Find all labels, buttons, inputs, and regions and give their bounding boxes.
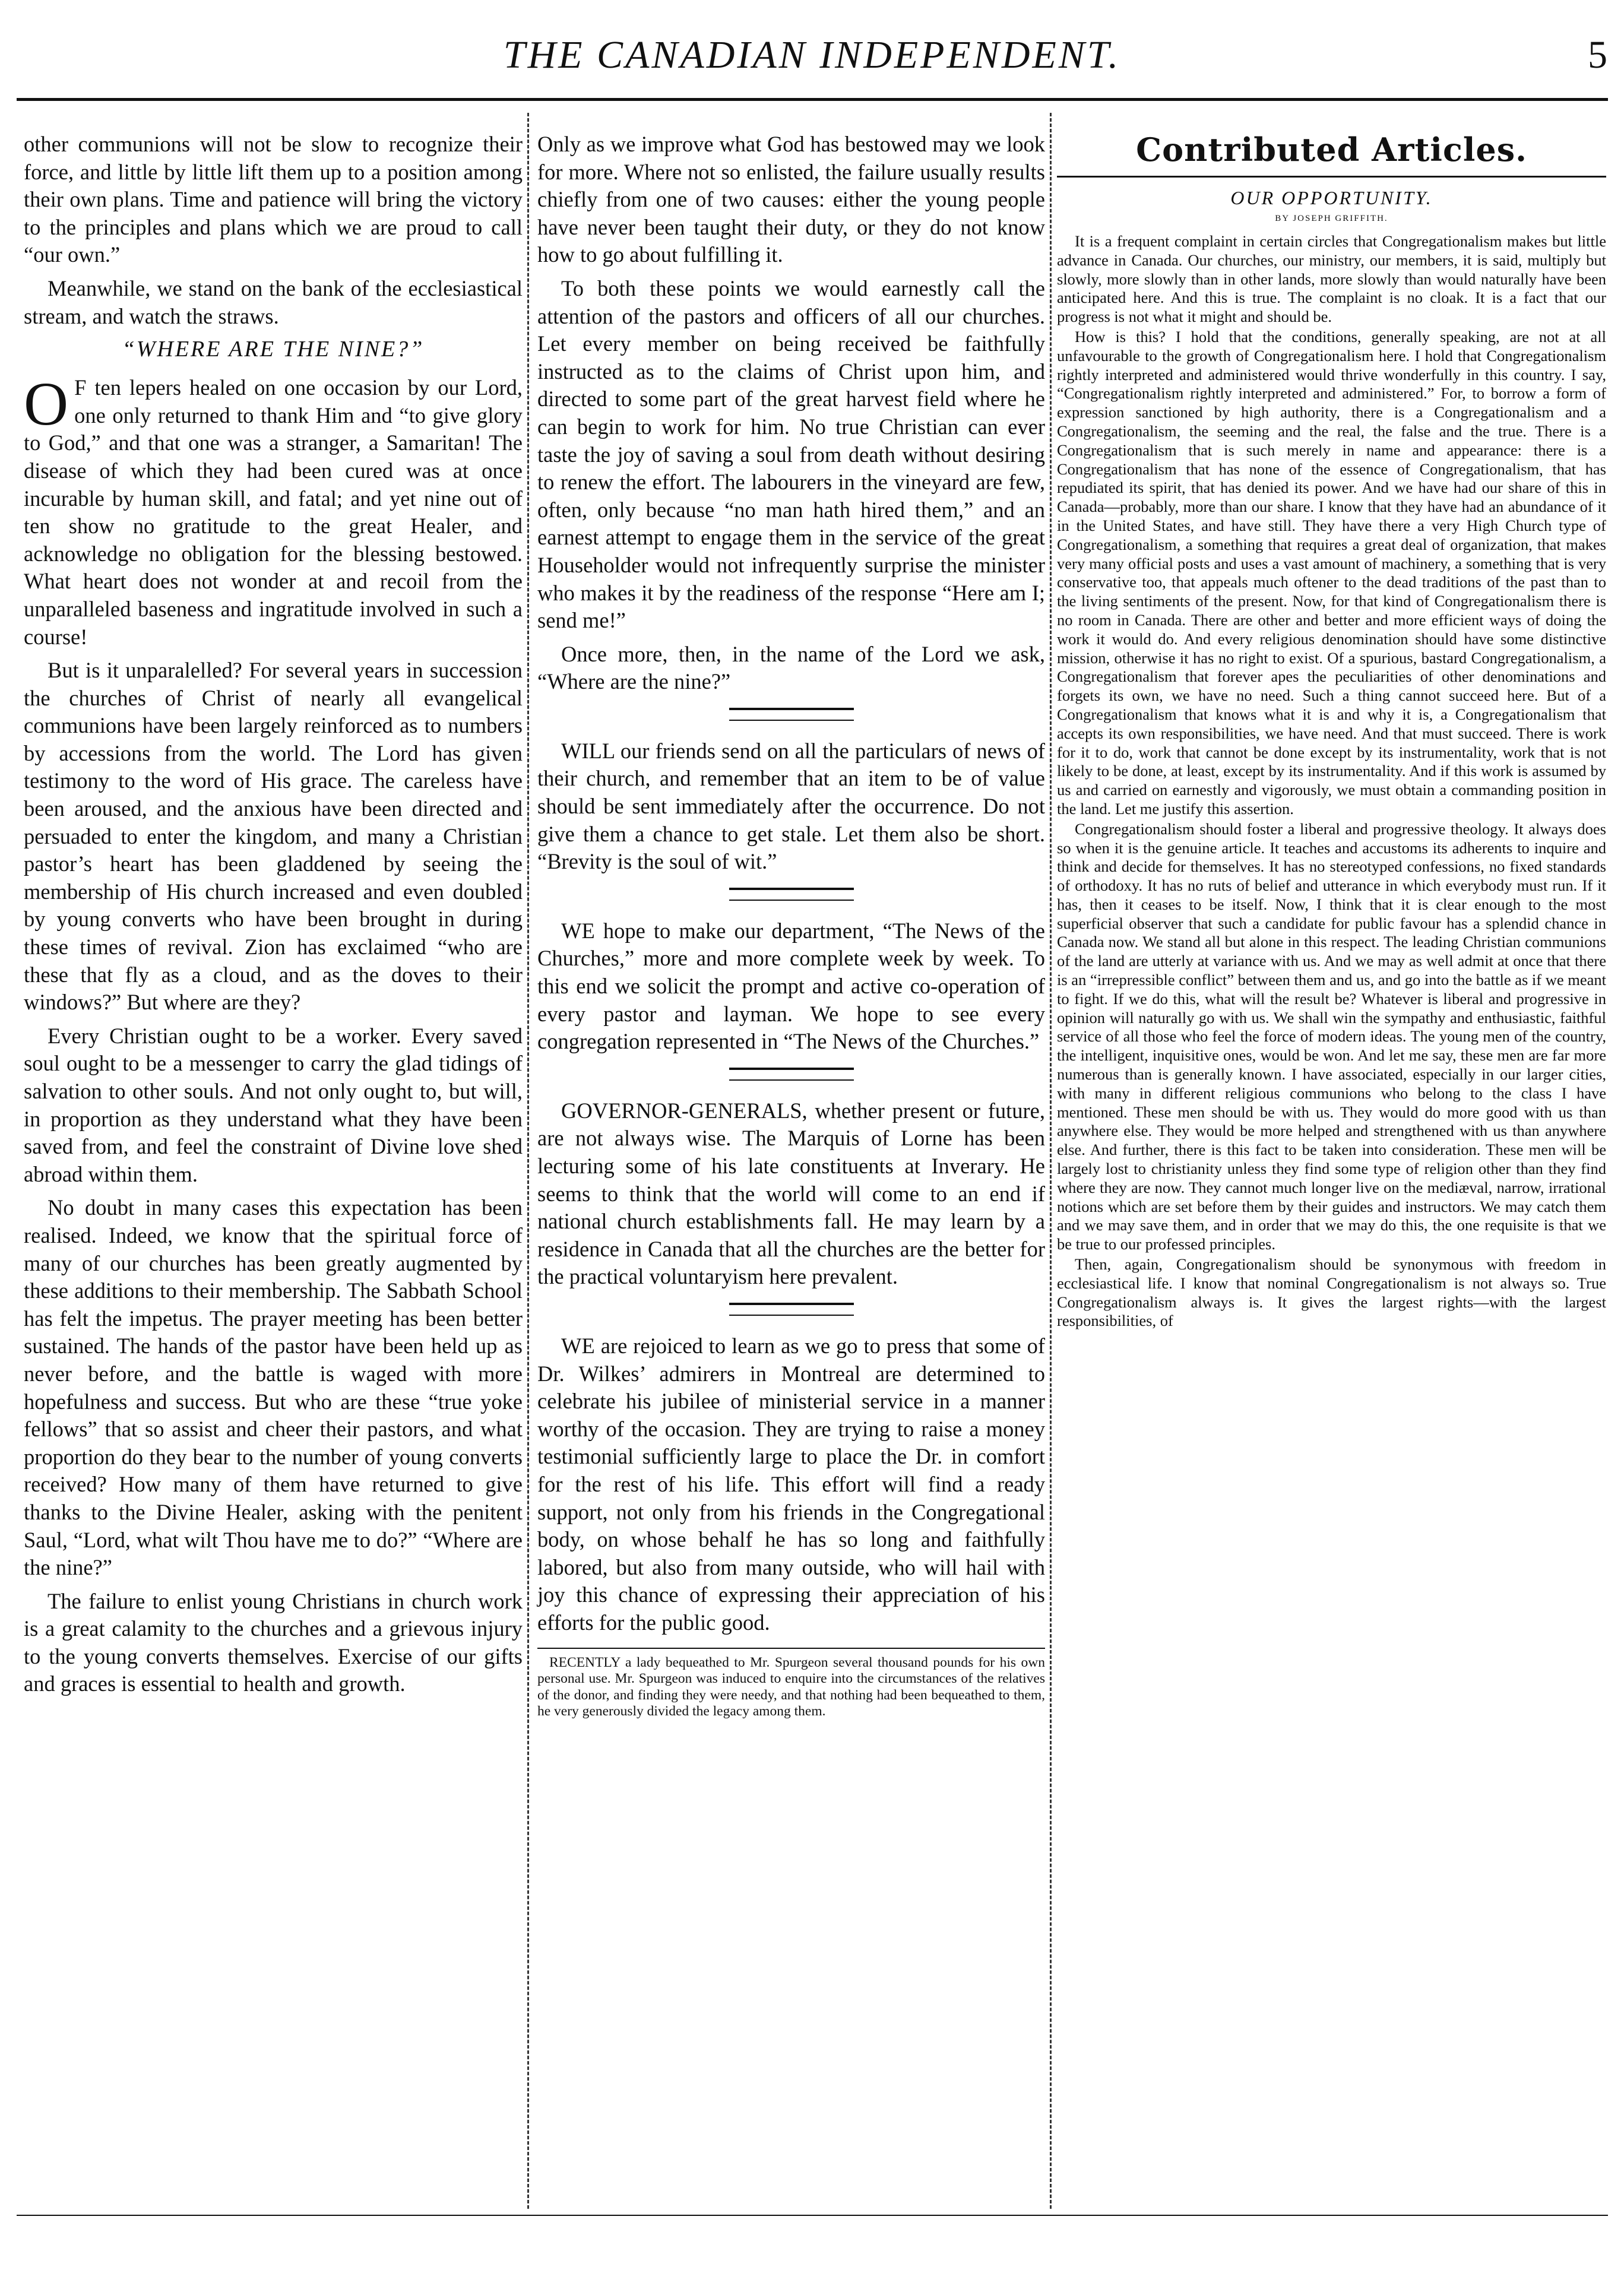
paragraph: It is a frequent complaint in certain circles that Congregationalism makes but little advance in Canada. Our churches, our ministry, our members, it is said, multiply but slowly, more slowly than in other lands, more slowly than would naturally have been anticipated here. And this is true. The complaint is no cloak. It is a fact that our progress is not what it might and should be. <box>1057 232 1606 326</box>
separator <box>729 1068 854 1081</box>
separator <box>729 708 854 721</box>
separator <box>537 1648 1045 1649</box>
column-divider-1 <box>527 113 529 2209</box>
column-divider-2 <box>1050 113 1052 2209</box>
column-1 <box>24 131 523 1704</box>
paragraph: other communions will not be slow to recognize their force, and little by little lift them up to a position among their own plans. Time and patience will bring the victory to the principles and plans which we are proud to call “our own.” <box>24 132 523 267</box>
paragraph: WE are rejoiced to learn as we go to press that some of Dr. Wilkes’ admirers in Montreal are determined to celebrate his jubilee of ministerial service in a manner worthy of the occasion. They are trying to raise a money testimonial sufficiently large to place the Dr. in comfort for the rest of his life. This effort will find a ready support, not only from his friends in the Congregational body, on whose behalf he has so long and faithfully labored, but also from many outside, who will hail with joy this chance of expressing their appreciation of his efforts for the public good. <box>537 1333 1045 1635</box>
header-rule <box>17 98 1608 101</box>
page-number: 5 <box>1588 33 1607 77</box>
byline: BY JOSEPH GRIFFITH. <box>1275 214 1388 223</box>
paragraph: Then, again, Congregationalism should be synonymous with freedom in ecclesiastical life. I know that nominal Congregationalism is not always so. True Congregationalism always is. It gives the largest rights—with the largest responsibilities, of <box>1057 1255 1606 1330</box>
dropcap: O <box>24 370 69 439</box>
paragraph: Meanwhile, we stand on the bank of the ecclesiastical stream, and watch the straws. <box>24 276 523 328</box>
paragraph: But is it unparalelled? For several years in succession the churches of Christ of nearly all evangelical communions have been largely reinforced as to numbers by accessions from the world. The Lord has given testimony to the word of His grace. The careless have been aroused, and the anxious have been directed and persuaded to enter the kingdom, and many a Christian pastor’s heart has been gladdened by seeing the membership of His church increased and even doubled by young converts who have been brought in during these times of revival. Zion has exclaimed “who are these that fly as a cloud, and as the doves to their windows?” But where are they? <box>24 658 523 1015</box>
paragraph: No doubt in many cases this expectation has been realised. Indeed, we know that the spiritual force of many of our churches has been greatly augmented by these additions to their membership. The Sabbath School has felt the impetus. The prayer meeting has been better sustained. The hands of the pastor have been held up as never before, and the battle is waged with more hopefulness and success. But who are these “true yoke fellows” that so assist and cheer their pastors, and what proportion do they bear to the number of young converts received? How many of them have returned to give thanks to the Divine Healer, asking with the penitent Saul, “Lord, what wilt Thou have me to do?” “Where are the nine?” <box>24 1195 523 1580</box>
paragraph: To both these points we would earnestly call the attention of the pastors and officers of all our churches. Let every member on being received be faithfully instructed as to the claims of Christ upon him, and directed to some part of the great harvest field where he can begin to work for him. No true Christian can ever taste the joy of saving a soul from death without desiring to renew the effort. The labourers in the vineyard are few, often, only because “no man hath hired them,” and an earnest attempt to engage them in the service of the great Householder would not infrequently surprise the minister who makes it by the readiness of the response “Here am I; send me!” <box>537 276 1045 633</box>
paragraph-with-dropcap <box>24 370 523 651</box>
column-heading: Contributed Articles. <box>1136 131 1527 169</box>
paragraph: The failure to enlist young Christians in church work is a great calamity to the churches and a grievous injury to the young converts themselves. Exercise of our gifts and graces is essential to health and growth. <box>24 1588 523 1696</box>
article-title: OUR OPPORTUNITY. <box>1230 187 1433 208</box>
column-3 <box>1057 131 1606 1332</box>
paragraph: Only as we improve what God has bestowed may we look for more. Where not so enlisted, the failure usually results chiefly from one of two causes: either the young people have never been taught their duty, or they do not know how to go about fulfilling it. <box>537 132 1045 267</box>
column-2 <box>537 131 1045 1726</box>
paragraph: Every Christian ought to be a worker. Every saved soul ought to be a messenger to carry the glad tidings of salvation to other souls. And not only ought to, but will, in proportion as they understand what they have been saved from, and feel the constraint of Divine love shed abroad within them. <box>24 1023 523 1186</box>
separator <box>729 1303 854 1316</box>
paragraph: GOVERNOR-GENERALS, whether present or future, are not always wise. The Marquis of Lorne has been lecturing some of his late constituents at Inverary. He seems to think that the world will come to an end if national church establishments fall. He may learn by a residence in Canada that all the churches are the better for the practical voluntaryism here prevalent. <box>537 1098 1045 1289</box>
newspaper-title: THE CANADIAN INDEPENDENT. <box>503 33 1121 77</box>
separator <box>729 888 854 901</box>
heading-rule <box>1057 176 1606 178</box>
paragraph: WE hope to make our department, “The News of the Churches,” more and more complete week by week. To this end we solicit the prompt and active co-operation of every pastor and layman. We hope to see every congregation represented in “The News of the Churches.” <box>537 918 1045 1054</box>
bottom-rule <box>17 2215 1608 2216</box>
paragraph: WILL our friends send on all the particulars of news of their church, and remember that an item to be of value should be sent immediately after the occurrence. Do not give them a chance to get stale. Let them also be short. “Brevity is the soul of wit.” <box>537 738 1045 874</box>
paragraph: Once more, then, in the name of the Lord we ask, “Where are the nine?” <box>537 641 1045 694</box>
section-title: “WHERE ARE THE NINE?” <box>122 337 425 362</box>
paragraph-text: F ten lepers healed on one occasion by our Lord, one only returned to thank Him and “to give glory to God,” and that one was a stranger, a Samaritan! The disease of which they had been cured was at once incurable by human skill, and fatal; and yet nine out of ten show no gratitude to the great Healer, and acknowledge no obligation for the blessing bestowed. What heart does not wonder at and recoil from the unparalleled baseness and ingratitude involved in such a course! <box>24 375 523 649</box>
paragraph: How is this? I hold that the conditions, generally speaking, are not at all unfavourable to the growth of Congregationalism here. I hold that Congregationalism rightly interpreted and administered would thrive wonderfully in this country. I say, “Congregationalism rightly interpreted and administered.” For, to borrow a form of expression sanctioned by high authority, there is a Congregationalism and a Congregationalism, the seeming and the real, the false and the true. There is a Congregationalism that is such merely in name and appearance: there is a Congregationalism that has none of the essence of Congregationalism, that has repudiated its spirit, that has denied its power. And we have had our share of this in Canada—probably, more than our share. I know that they have had an abundance of it in the United States, and have still. They have there a very High Church type of Congregationalism, a something that requires a great deal of organization, that makes very many official posts and uses a vast amount of machinery, a something that is very conservative too, that appeals much oftener to the dead traditions of the past than to the living sentiments of the present. Now, for that kind of Congregationalism there is no room in Canada. There are other and better and more efficient ways of doing the work it would do. And every religious denomination should have some distinctive mission, otherwise it has no right to exist. Of a spurious, bastard Congregationalism, a Congregationalism that forever apes the peculiarities of other denominations and forgets its own, we have no need. Such a thing cannot succeed here. But of a Congregationalism that knows what it is and why it is, a Congregationalism that accepts its own responsibilities, we have need. And that must succeed. There is work for it to do, work that cannot be done except by its instrumentality, work that is not likely to be done, at least, except by its instrumentality. And if this work is assumed by us and carried on earnestly and vigorously, we must obtain a commanding position in the land. Let me justify this assertion. <box>1057 327 1606 818</box>
paragraph: Congregationalism should foster a liberal and progressive theology. It always does so when it is the genuine article. It teaches and accustoms its adherents to inquire and think and decide for themselves. It has no stereotyped confessions, no fixed standards of orthodoxy. It has no ruts of belief and utterance in which everybody must run. If it has, then it ceases to be itself. Now, I think that it is clear enough to the most superficial observer that such a candidate for public favour has a splendid chance in Canada now. We stand all but alone in this respect. The leading Christian communions of the land are utterly at variance with us. And we may as well admit at once that there is an “irrepressible conflict” between them and us, and go into the battle as if we meant to fight. If we do this, what will the result be? Whatever is liberal and progressive in opinion will naturally go with us. We shall win the sympathy and enthusiastic, faithful service of all those who feel the force of modern ideas. The young men of the country, the intelligent, inquisitive ones, would be won. And let me say, these men are far more numerous than is generally known. I have associated, especially in our larger cities, with many in different religious communions who belong to the class I have mentioned. These men should be with us. They would do more good with us than anywhere else. They would be more helped and strengthened with us than anywhere else. And further, there is this fact to be taken into consideration. These men will be largely lost to christianity unless they find some type of religion other than they find where they are now. They cannot much longer live on the mediæval, narrow, irrational notions which are set before them by their guides and instructors. We may catch them and we may save them, and in order that we may do this, the one requisite is that we be true to our professed principles. <box>1057 819 1606 1253</box>
page-header <box>0 0 1624 104</box>
small-paragraph: RECENTLY a lady bequeathed to Mr. Spurgeon several thousand pounds for his own personal use. Mr. Spurgeon was induced to enquire into the circumstances of the relatives of the donor, and finding they were needy, and that nothing had been bequeathed to them, he very generously divided the legacy among them. <box>537 1654 1045 1719</box>
